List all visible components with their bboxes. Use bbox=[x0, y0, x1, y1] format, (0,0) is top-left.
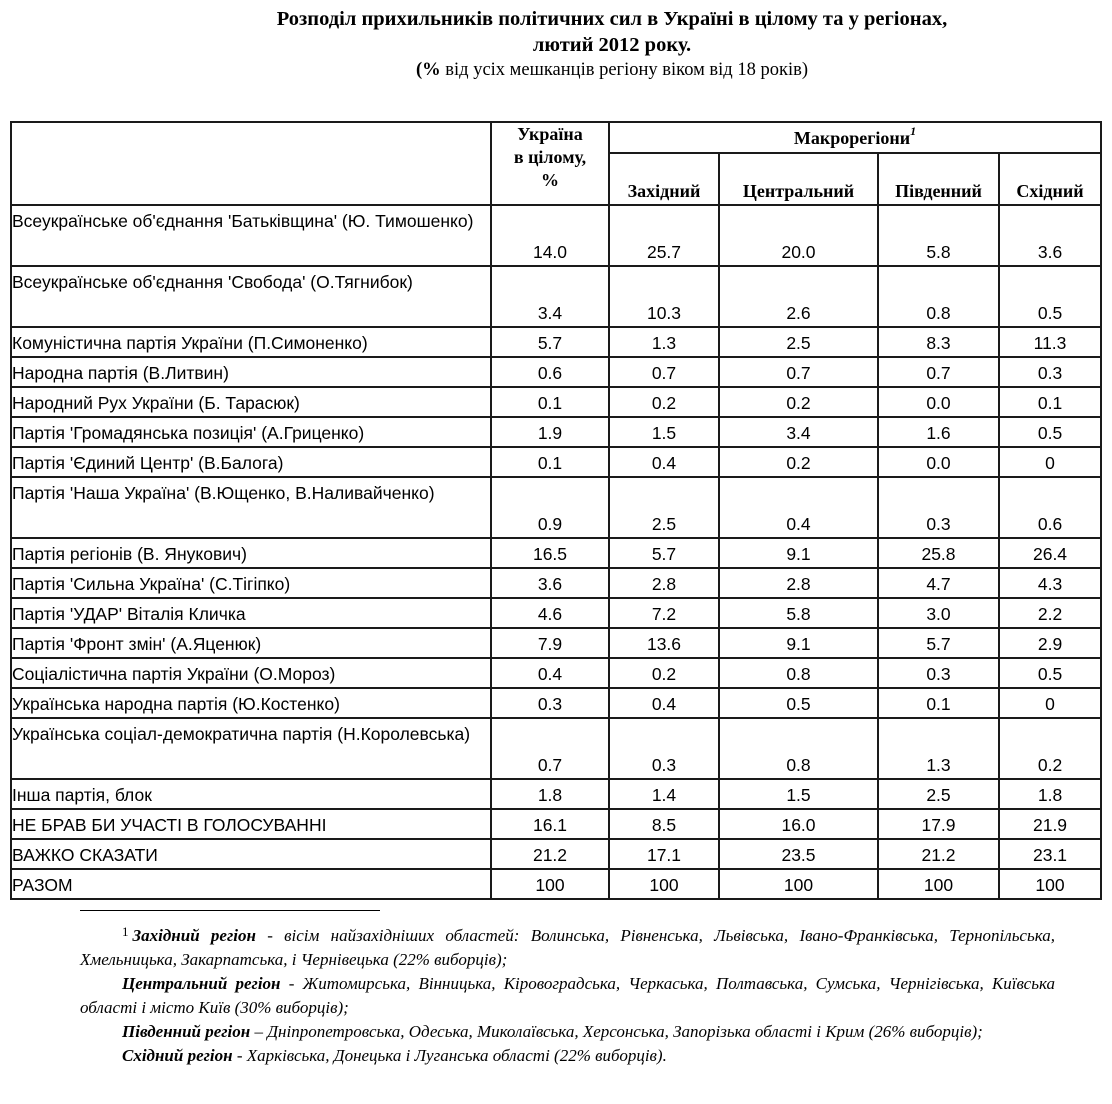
cell-ukraine: 4.6 bbox=[491, 598, 609, 628]
table-row bbox=[11, 447, 1101, 477]
cell-south: 4.7 bbox=[878, 568, 999, 598]
cell-center: 2.6 bbox=[719, 266, 878, 327]
cell-ukraine: 0.6 bbox=[491, 357, 609, 387]
cell-west: 1.5 bbox=[609, 417, 719, 447]
cell-east: 2.2 bbox=[999, 598, 1101, 628]
header-ukraine bbox=[491, 122, 609, 205]
cell-ukraine: 14.0 bbox=[491, 205, 609, 266]
cell-ukraine: 0.1 bbox=[491, 447, 609, 477]
row-label: Всеукраїнське об'єднання 'Свобода' (О.Тягнибок) bbox=[11, 266, 491, 327]
header-empty-cell bbox=[11, 122, 491, 205]
header-region-east: Східний bbox=[999, 153, 1101, 205]
row-label: Комуністична партія України (П.Симоненко) bbox=[11, 327, 491, 357]
cell-west: 10.3 bbox=[609, 266, 719, 327]
cell-east: 2.9 bbox=[999, 628, 1101, 658]
cell-ukraine: 3.6 bbox=[491, 568, 609, 598]
cell-south: 17.9 bbox=[878, 809, 999, 839]
cell-east: 11.3 bbox=[999, 327, 1101, 357]
page-title-line2: лютий 2012 року. bbox=[532, 34, 692, 56]
table-row bbox=[11, 568, 1101, 598]
cell-south: 5.7 bbox=[878, 628, 999, 658]
cell-east: 0.5 bbox=[999, 417, 1101, 447]
table-row bbox=[11, 327, 1101, 357]
cell-center: 0.8 bbox=[719, 658, 878, 688]
footnote-center bbox=[80, 972, 1055, 1020]
table-row bbox=[11, 809, 1101, 839]
header-region-west: Західний bbox=[609, 153, 719, 205]
cell-center: 23.5 bbox=[719, 839, 878, 869]
cell-west: 0.7 bbox=[609, 357, 719, 387]
table-row bbox=[11, 658, 1101, 688]
footnote-divider bbox=[80, 910, 380, 911]
cell-south: 0.7 bbox=[878, 357, 999, 387]
cell-west: 17.1 bbox=[609, 839, 719, 869]
cell-center: 9.1 bbox=[719, 628, 878, 658]
footnote-south-text: – Дніпропетровська, Одеська, Миколаївська, Херсонська, Запорізька області і Крим (26% виборців); bbox=[250, 1022, 983, 1041]
cell-center: 0.8 bbox=[719, 718, 878, 779]
cell-west: 2.8 bbox=[609, 568, 719, 598]
title-block bbox=[0, 6, 1112, 82]
row-label: Партія 'Громадянська позиція' (А.Гриценко) bbox=[11, 417, 491, 447]
row-label: Партія 'Фронт змін' (А.Яценюк) bbox=[11, 628, 491, 658]
cell-south: 5.8 bbox=[878, 205, 999, 266]
cell-ukraine: 0.7 bbox=[491, 718, 609, 779]
cell-south: 25.8 bbox=[878, 538, 999, 568]
cell-ukraine: 1.9 bbox=[491, 417, 609, 447]
footnote-east-region: Східний регіон bbox=[122, 1046, 233, 1065]
cell-east: 23.1 bbox=[999, 839, 1101, 869]
table-row bbox=[11, 266, 1101, 327]
subtitle-bold: (% bbox=[416, 60, 441, 80]
cell-east: 0 bbox=[999, 688, 1101, 718]
cell-east: 0.5 bbox=[999, 658, 1101, 688]
cell-ukraine: 1.8 bbox=[491, 779, 609, 809]
table-row bbox=[11, 357, 1101, 387]
page-subtitle bbox=[0, 58, 1112, 82]
footnote-number: 1 bbox=[122, 924, 129, 939]
cell-west: 0.2 bbox=[609, 658, 719, 688]
row-label: Соціалістична партія України (О.Мороз) bbox=[11, 658, 491, 688]
table-body bbox=[11, 205, 1101, 899]
row-label: Партія 'Наша Україна' (В.Ющенко, В.Наливайченко) bbox=[11, 477, 491, 538]
cell-east: 26.4 bbox=[999, 538, 1101, 568]
cell-center: 0.5 bbox=[719, 688, 878, 718]
cell-ukraine: 0.4 bbox=[491, 658, 609, 688]
row-label: Партія 'Сильна Україна' (С.Тігіпко) bbox=[11, 568, 491, 598]
table-row bbox=[11, 718, 1101, 779]
row-label: Партія регіонів (В. Янукович) bbox=[11, 538, 491, 568]
cell-east: 0.6 bbox=[999, 477, 1101, 538]
row-label: Партія 'УДАР' Віталія Кличка bbox=[11, 598, 491, 628]
cell-ukraine: 3.4 bbox=[491, 266, 609, 327]
cell-south: 0.0 bbox=[878, 387, 999, 417]
cell-ukraine: 16.5 bbox=[491, 538, 609, 568]
cell-ukraine: 7.9 bbox=[491, 628, 609, 658]
cell-west: 2.5 bbox=[609, 477, 719, 538]
row-label: Всеукраїнське об'єднання 'Батьківщина' (Ю. Тимошенко) bbox=[11, 205, 491, 266]
footnote-east bbox=[80, 1044, 1055, 1068]
cell-south: 21.2 bbox=[878, 839, 999, 869]
cell-west: 100 bbox=[609, 869, 719, 899]
cell-ukraine: 0.9 bbox=[491, 477, 609, 538]
subtitle-text: від усіх мешканців регіону віком від 18 років) bbox=[440, 60, 808, 80]
footnote bbox=[80, 924, 1055, 1068]
row-label: Народна партія (В.Литвин) bbox=[11, 357, 491, 387]
footnote-west-text: - вісім найзахідніших областей: Волинська, Рівненська, Львівська, Івано-Франківська, Тернопільська, Хмельницька, Закарпатська, і Чернівецька (22% виборців); bbox=[80, 926, 1055, 969]
row-label: НЕ БРАВ БИ УЧАСТІ В ГОЛОСУВАННІ bbox=[11, 809, 491, 839]
header-ukraine-line3: % bbox=[541, 170, 559, 190]
cell-east: 21.9 bbox=[999, 809, 1101, 839]
cell-center: 16.0 bbox=[719, 809, 878, 839]
footnote-west-region: Західний регіон bbox=[132, 926, 256, 945]
cell-east: 100 bbox=[999, 869, 1101, 899]
cell-ukraine: 5.7 bbox=[491, 327, 609, 357]
cell-south: 8.3 bbox=[878, 327, 999, 357]
cell-east: 0.1 bbox=[999, 387, 1101, 417]
cell-ukraine: 0.1 bbox=[491, 387, 609, 417]
cell-south: 0.3 bbox=[878, 658, 999, 688]
footnote-west bbox=[80, 924, 1055, 972]
footnote-mark: 1 bbox=[910, 124, 917, 138]
cell-center: 2.8 bbox=[719, 568, 878, 598]
table-row bbox=[11, 387, 1101, 417]
row-label: Українська соціал-демократична партія (Н.Королевська) bbox=[11, 718, 491, 779]
cell-center: 0.2 bbox=[719, 387, 878, 417]
header-macroregions-label: Макрорегіони bbox=[793, 128, 911, 148]
cell-west: 1.4 bbox=[609, 779, 719, 809]
header-region-center: Центральний bbox=[719, 153, 878, 205]
cell-east: 4.3 bbox=[999, 568, 1101, 598]
cell-center: 20.0 bbox=[719, 205, 878, 266]
row-label: Українська народна партія (Ю.Костенко) bbox=[11, 688, 491, 718]
row-label: РАЗОМ bbox=[11, 869, 491, 899]
results-table bbox=[10, 121, 1102, 900]
cell-south: 3.0 bbox=[878, 598, 999, 628]
cell-center: 0.4 bbox=[719, 477, 878, 538]
cell-south: 1.6 bbox=[878, 417, 999, 447]
cell-south: 0.1 bbox=[878, 688, 999, 718]
cell-east: 1.8 bbox=[999, 779, 1101, 809]
row-label: ВАЖКО СКАЗАТИ bbox=[11, 839, 491, 869]
cell-west: 25.7 bbox=[609, 205, 719, 266]
page-title-line1: Розподіл прихильників політичних сил в Україні в цілому та у регіонах, bbox=[276, 8, 948, 30]
cell-south: 0.8 bbox=[878, 266, 999, 327]
cell-center: 0.2 bbox=[719, 447, 878, 477]
cell-west: 0.2 bbox=[609, 387, 719, 417]
header-region-south: Південний bbox=[878, 153, 999, 205]
cell-west: 5.7 bbox=[609, 538, 719, 568]
cell-south: 2.5 bbox=[878, 779, 999, 809]
cell-south: 0.3 bbox=[878, 477, 999, 538]
footnote-south bbox=[80, 1020, 1055, 1044]
table-row bbox=[11, 598, 1101, 628]
cell-center: 5.8 bbox=[719, 598, 878, 628]
cell-ukraine: 21.2 bbox=[491, 839, 609, 869]
cell-west: 0.4 bbox=[609, 447, 719, 477]
footnote-east-text: - Харківська, Донецька і Луганська області (22% виборців). bbox=[232, 1046, 667, 1065]
cell-west: 7.2 bbox=[609, 598, 719, 628]
table-row bbox=[11, 839, 1101, 869]
header-row-1 bbox=[11, 122, 1101, 153]
cell-east: 0.5 bbox=[999, 266, 1101, 327]
table-row bbox=[11, 417, 1101, 447]
footnote-center-region: Центральний регіон bbox=[122, 974, 281, 993]
cell-south: 100 bbox=[878, 869, 999, 899]
footnote-south-region: Південний регіон bbox=[122, 1022, 251, 1041]
table-row bbox=[11, 205, 1101, 266]
cell-west: 0.3 bbox=[609, 718, 719, 779]
cell-center: 2.5 bbox=[719, 327, 878, 357]
cell-ukraine: 16.1 bbox=[491, 809, 609, 839]
header-macroregions bbox=[609, 122, 1101, 153]
table-row bbox=[11, 779, 1101, 809]
cell-east: 0.3 bbox=[999, 357, 1101, 387]
cell-east: 3.6 bbox=[999, 205, 1101, 266]
cell-east: 0 bbox=[999, 447, 1101, 477]
header-ukraine-line1: Україна bbox=[517, 124, 583, 144]
row-label: Партія 'Єдиний Центр' (В.Балога) bbox=[11, 447, 491, 477]
cell-west: 8.5 bbox=[609, 809, 719, 839]
cell-south: 1.3 bbox=[878, 718, 999, 779]
cell-west: 1.3 bbox=[609, 327, 719, 357]
cell-ukraine: 0.3 bbox=[491, 688, 609, 718]
row-label: Інша партія, блок bbox=[11, 779, 491, 809]
cell-center: 3.4 bbox=[719, 417, 878, 447]
table-row bbox=[11, 538, 1101, 568]
cell-west: 0.4 bbox=[609, 688, 719, 718]
table-row bbox=[11, 869, 1101, 899]
cell-west: 13.6 bbox=[609, 628, 719, 658]
cell-ukraine: 100 bbox=[491, 869, 609, 899]
cell-center: 1.5 bbox=[719, 779, 878, 809]
cell-east: 0.2 bbox=[999, 718, 1101, 779]
table-row bbox=[11, 628, 1101, 658]
cell-center: 100 bbox=[719, 869, 878, 899]
row-label: Народний Рух України (Б. Тарасюк) bbox=[11, 387, 491, 417]
header-ukraine-line2: в цілому, bbox=[513, 147, 587, 167]
table-row bbox=[11, 688, 1101, 718]
cell-south: 0.0 bbox=[878, 447, 999, 477]
cell-center: 9.1 bbox=[719, 538, 878, 568]
cell-center: 0.7 bbox=[719, 357, 878, 387]
footnote-center-text: - Житомирська, Вінницька, Кіровоградська, Черкаська, Полтавська, Сумська, Чернігівська, Київська області і місто Київ (30% виборців); bbox=[80, 974, 1055, 1017]
table-row bbox=[11, 477, 1101, 538]
